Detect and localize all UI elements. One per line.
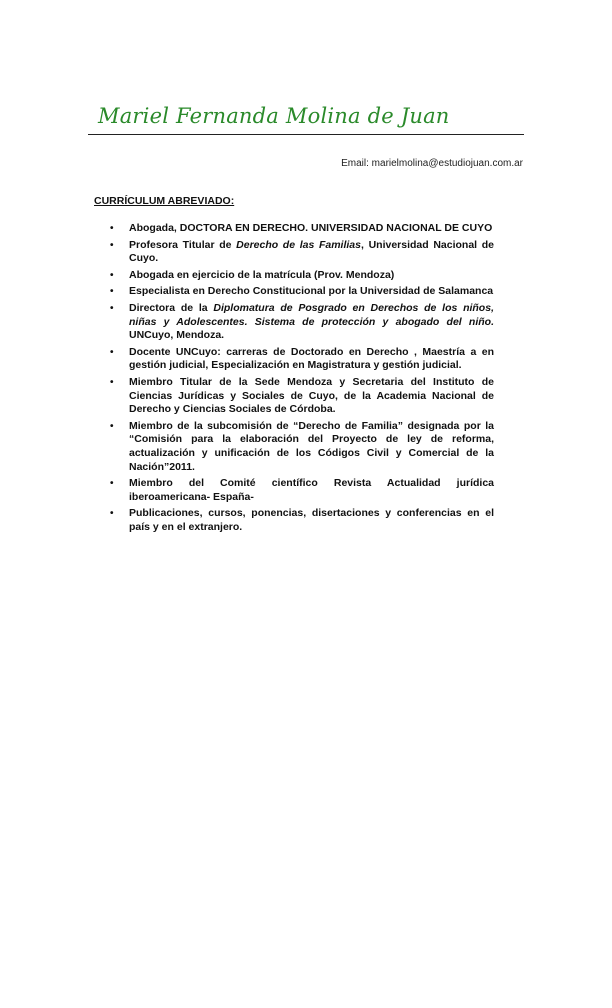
list-item bbox=[110, 239, 494, 266]
bullet-icon: • bbox=[110, 269, 114, 281]
item-text: Abogada, DOCTORA EN DERECHO. UNIVERSIDAD NACIONAL DE CUYO bbox=[129, 222, 493, 234]
list-item bbox=[110, 285, 494, 299]
section-title: CURRÍCULUM ABREVIADO: bbox=[94, 195, 235, 207]
item-text: Profesora Titular de bbox=[129, 238, 237, 251]
list-item bbox=[110, 420, 494, 474]
bullet-icon: • bbox=[110, 478, 114, 490]
bullet-icon: • bbox=[110, 223, 114, 234]
item-text: Miembro de la subcomisión de “Derecho de Familia” designada por la “Comisión para la elaboración del Proyecto de ley de reforma, actualización y unificación de los Códigos Civil y Comercial de la Nación”2011. bbox=[129, 419, 494, 473]
bullet-icon: • bbox=[110, 239, 114, 251]
item-text: UNCuyo, Mendoza. bbox=[129, 329, 225, 342]
email-line: Email: marielmolina@estudiojuan.com.ar bbox=[341, 158, 523, 169]
list-item bbox=[110, 222, 494, 236]
list-item bbox=[110, 507, 494, 534]
bullet-icon: • bbox=[110, 508, 114, 520]
bullet-icon: • bbox=[110, 376, 114, 388]
item-text-italic: Diplomatura de Posgrado en Derechos de los niños, niñas y Adolescentes. Sistema de protección y abogado del niño. bbox=[129, 301, 494, 328]
bullet-icon: • bbox=[110, 286, 114, 298]
list-item bbox=[110, 302, 494, 343]
list-item bbox=[110, 376, 494, 417]
bullet-icon: • bbox=[110, 420, 114, 432]
item-text: Directora de la bbox=[129, 301, 214, 314]
item-text: Especialista en Derecho Constitucional por la Universidad de Salamanca bbox=[129, 285, 494, 298]
item-text-italic: Derecho de las Familias bbox=[236, 238, 361, 251]
bullet-icon: • bbox=[110, 302, 114, 314]
list-item bbox=[110, 477, 494, 504]
item-text: , Universidad Nacional de Cuyo. bbox=[129, 238, 495, 265]
author-name: Mariel Fernanda Molina de Juan bbox=[98, 104, 450, 128]
cv-list bbox=[110, 222, 494, 537]
bullet-icon: • bbox=[110, 346, 114, 358]
item-text: Miembro Titular de la Sede Mendoza y Secretaria del Instituto de Ciencias Jurídicas y Sociales de Cuyo, de la Academia Nacional de Derecho y Ciencias Sociales de Córdoba. bbox=[129, 375, 494, 416]
item-text: Abogada en ejercicio de la matrícula (Prov. Mendoza) bbox=[129, 268, 395, 281]
item-text: Docente UNCuyo: carreras de Doctorado en Derecho , Maestría a en gestión judicial, Especialización en Magistratura y gestión judicial. bbox=[129, 345, 494, 372]
list-item bbox=[110, 269, 494, 283]
header-divider bbox=[88, 134, 524, 135]
list-item bbox=[110, 346, 494, 373]
item-text: Publicaciones, cursos, ponencias, disertaciones y conferencias en el país y en el extranjero. bbox=[129, 507, 494, 533]
item-text: Miembro del Comité científico Revista Actualidad jurídica iberoamericana- España- bbox=[129, 477, 494, 503]
